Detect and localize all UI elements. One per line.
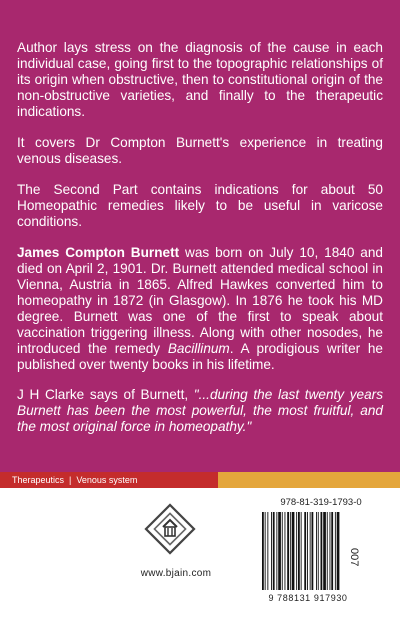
subject-tag-separator: |: [69, 475, 72, 485]
remedy-name: Bacillinum: [167, 341, 230, 356]
subject-tag-box: [0, 472, 218, 488]
quote-text: "...during the last twenty years Burnett has been the most powerful, the most fruitful, and the most original force in homeopathy.": [17, 387, 383, 434]
subject-tag-band: [0, 472, 400, 488]
subject-tag-venous-system: Venous system: [76, 475, 138, 485]
author-name: James Compton Burnett: [17, 245, 180, 260]
price-code: 007: [348, 548, 360, 567]
barcode-digits: 9 788131 917930: [268, 593, 348, 603]
author-bio-text-a: was born on July 10, 1840 and died on April 2, 1901. Dr. Burnett attended medical school in Vienna, Austria in 1865. Alfred Hawkes converted him to homeopathy in 1872 (in Glasgow). In 1876 he took his MD degree. Burnett was one of the first to speak about vaccination triggering illness. Along with other nosodes, he introduced the remedy: [17, 245, 383, 356]
author-bio-paragraph: [17, 245, 383, 373]
back-cover-blurb: [17, 40, 383, 450]
isbn-number: 978-81-319-1793-0: [280, 497, 362, 508]
publisher-website[interactable]: www.bjain.com: [140, 568, 212, 579]
blurb-paragraph-2: It covers Dr Compton Burnett's experience in treating venous diseases.: [17, 135, 383, 166]
author-bio-text-b: . A prodigious writer he published over twenty books in his lifetime.: [17, 341, 383, 372]
bjain-logo-icon: [140, 502, 200, 556]
blurb-paragraph-3: The Second Part contains indications for about 50 Homeopathic remedies likely to be useful in varicose conditions.: [17, 182, 383, 229]
blurb-paragraph-1: Author lays stress on the diagnosis of the cause in each individual case, going first to the topographic relationships of its origin when obstructive, then to constitutional origin of the non-obstructive varieties, and finally to the therapeutic indications.: [17, 40, 383, 119]
isbn-barcode: [258, 512, 358, 590]
quote-lead: J H Clarke says of Burnett,: [17, 387, 194, 402]
subject-tag-therapeutics: Therapeutics: [12, 475, 65, 485]
clarke-quote-paragraph: [17, 387, 383, 435]
